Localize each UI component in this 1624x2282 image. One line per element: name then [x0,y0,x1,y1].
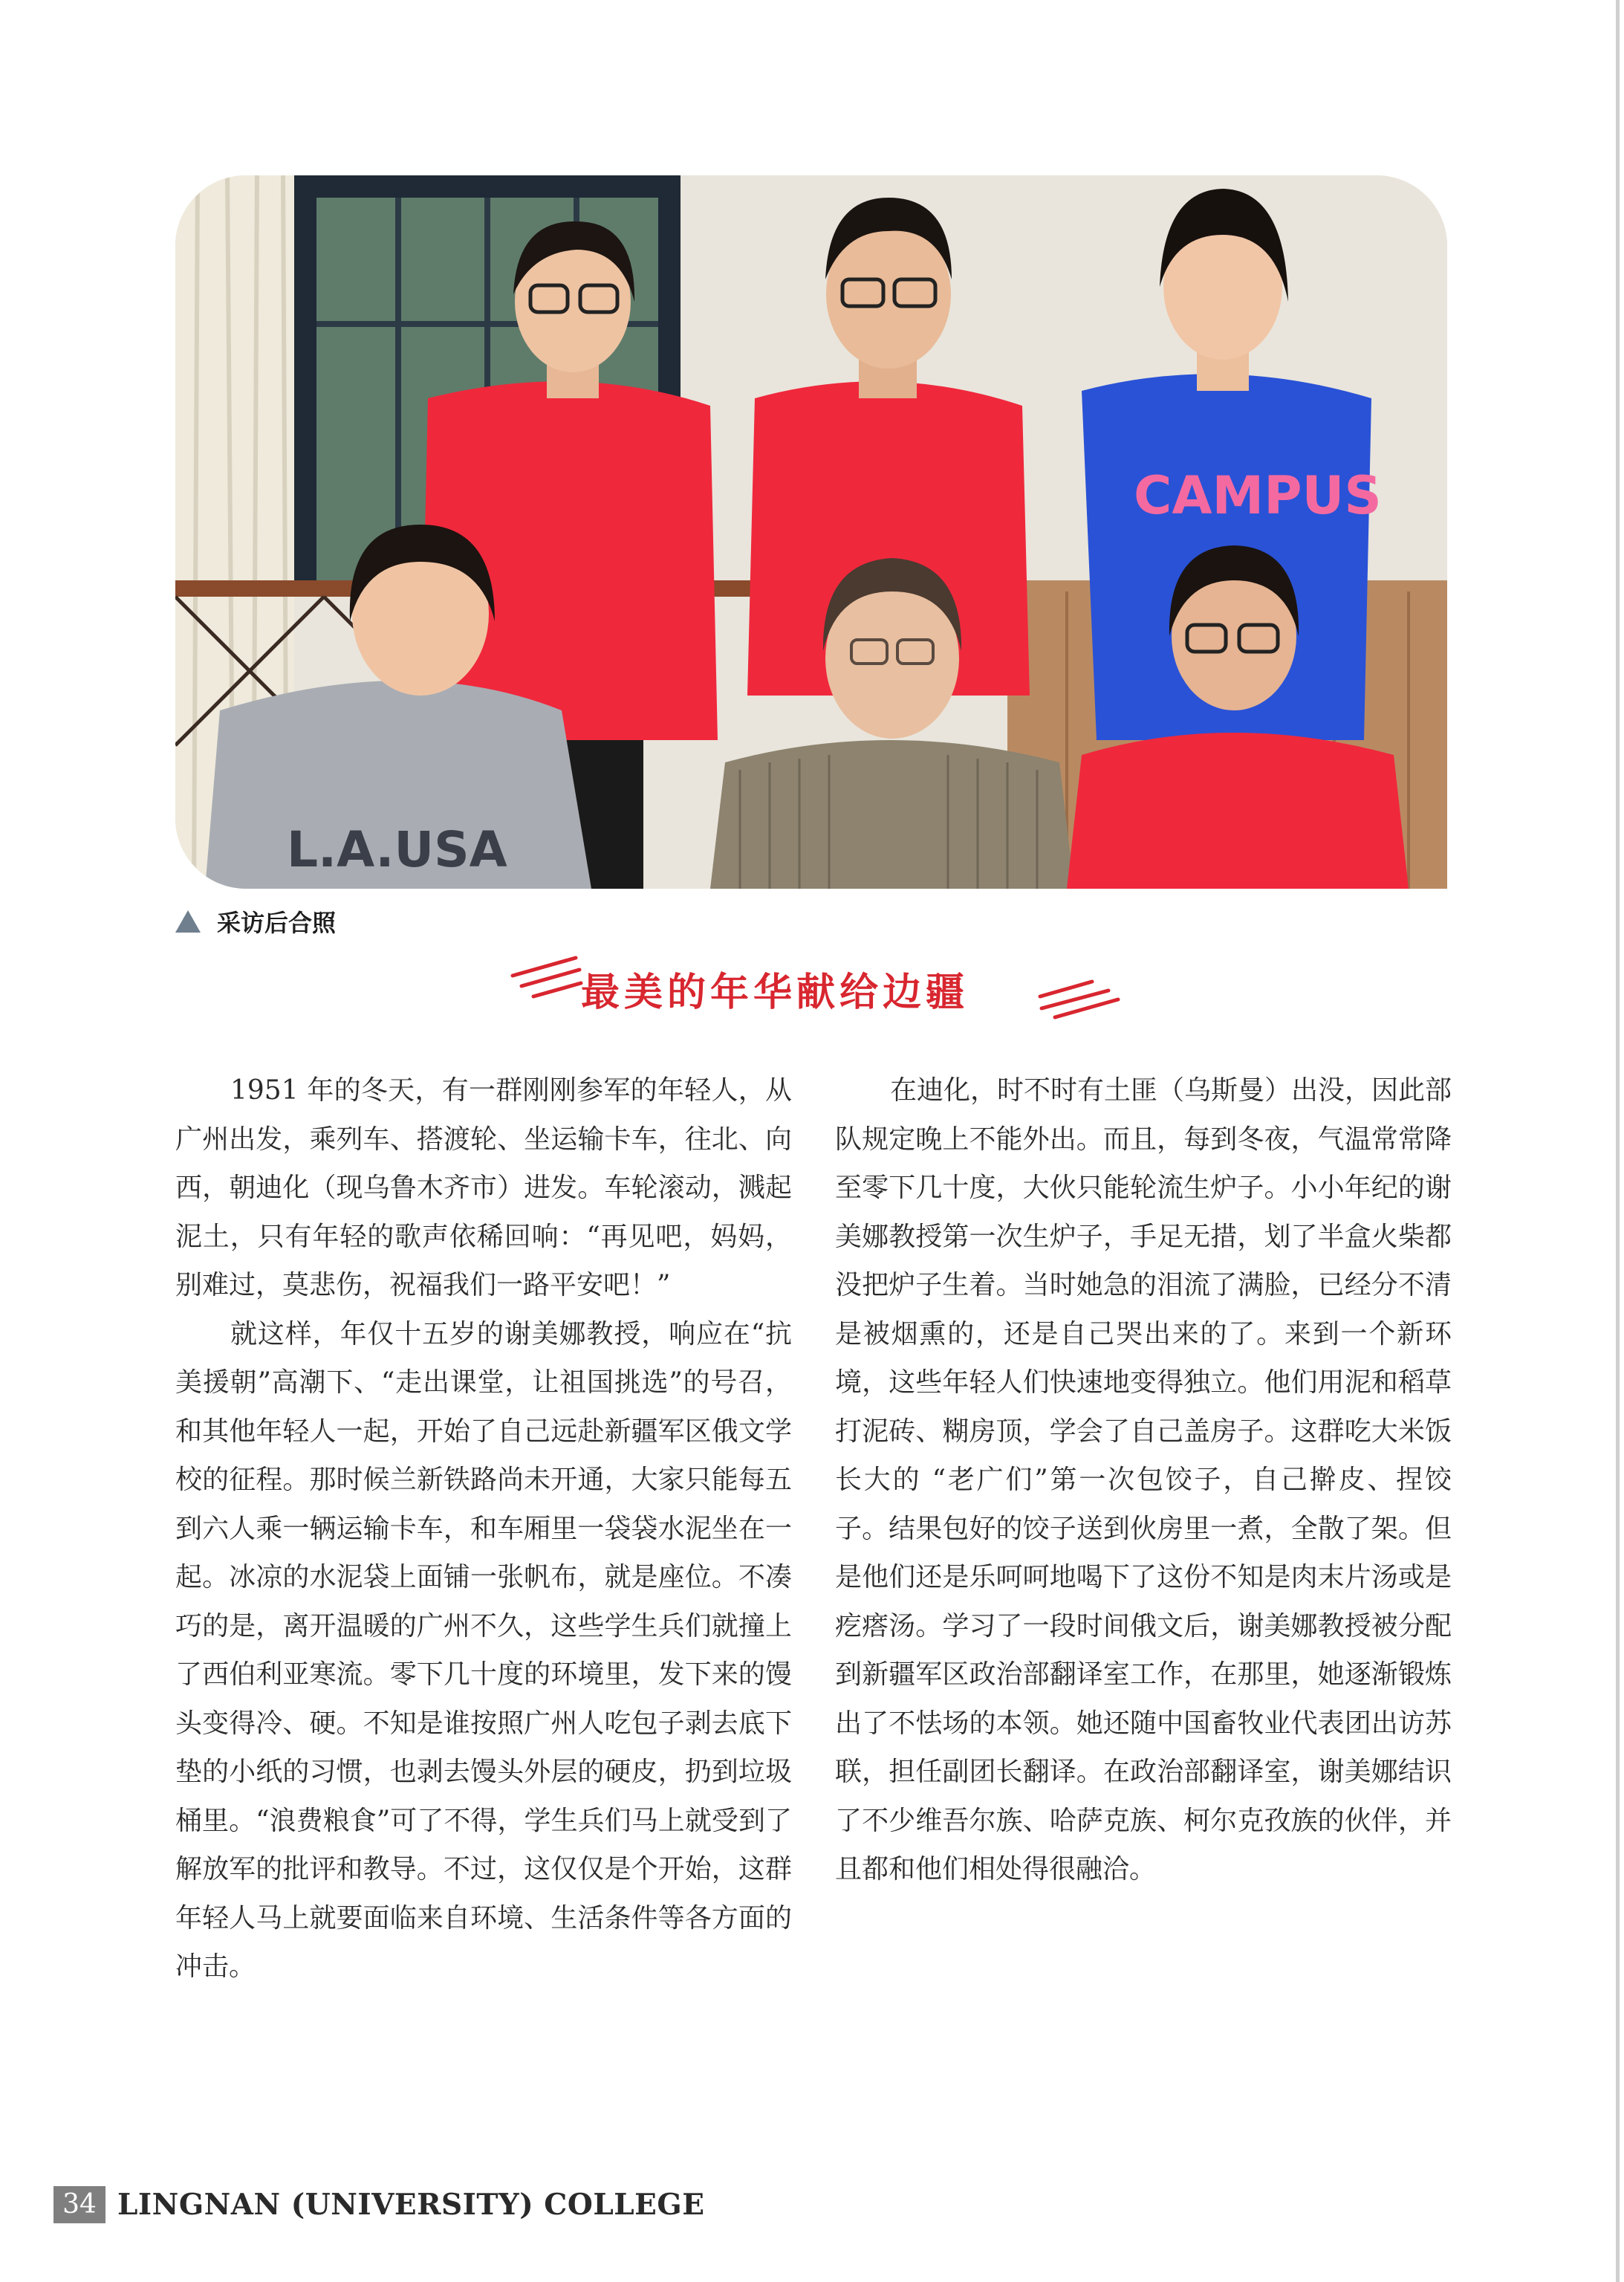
photo-caption [175,905,336,938]
article-paragraph: 1951 年的冬天，有一群刚刚参军的年轻人，从广州出发，乘列车、搭渡轮、坐运输卡车，往北、向西，朝迪化（现乌鲁木齐市）进发。车轮滚动，溅起泥土，只有年轻的歌声依稀回响：“再见吧，妈妈，别难过，莫悲伤，祝福我们一路平安吧！” [175,1075,792,1300]
group-photo-illustration [175,175,1447,889]
publication-title: LINGNAN (UNIVERSITY) COLLEGE [117,2188,705,2222]
shirt-print-campus: CAMPUS [1134,465,1382,526]
article-paragraph: 就这样，年仅十五岁的谢美娜教授，响应在“抗美援朝”高潮下、“走出课堂，让祖国挑选”的号召，和其他年轻人一起，开始了自己远赴新疆军区俄文学校的征程。那时候兰新铁路尚未开通，大家只能每五到六人乘一辆运输卡车，和车厢里一袋袋水泥坐在一起。冰凉的水泥袋上面铺一张帆布，就是座位。不凑巧的是，离开温暖的广州不久，这些学生兵们就撞上了西伯利亚寒流。零下几十度的环境里，发下来的馒头变得冷、硬。不知是谁按照广州人吃包子剥去底下垫的小纸的习惯，也剥去馒头外层的硬皮，扔到垃圾桶里。“浪费粮食”可了不得，学生兵们马上就受到了解放军的批评和教导。不过，这仅仅是个开始，这群年轻人马上就要面临来自环境、生活条件等各方面的冲击。 [175,1318,792,1982]
triangle-marker-icon [175,910,201,933]
article-column-right [835,1066,1452,1894]
group-photo [175,175,1447,889]
article-paragraph: 在迪化，时不时有土匪（乌斯曼）出没，因此部队规定晚上不能外出。而且，每到冬夜，气温常常降至零下几十度，大伙只能轮流生炉子。小小年纪的谢美娜教授第一次生炉子，手足无措，划了半盒火柴都没把炉子生着。当时她急的泪流了满脸，已经分不清是被烟熏的，还是自己哭出来的了。来到一个新环境，这些年轻人们快速地变得独立。他们用泥和稻草打泥砖、糊房顶，学会了自己盖房子。这群吃大米饭长大的 “老广们”第一次包饺子，自己擀皮、捏饺子。结果包好的饺子送到伙房里一煮，全散了架。但是他们还是乐呵呵地喝下了这份不知是肉末片汤或是疙瘩汤。学习了一段时间俄文后，谢美娜教授被分配到新疆军区政治部翻译室工作，在那里，她逐渐锻炼出了不怯场的本领。她还随中国畜牧业代表团出访苏联，担任副团长翻译。在政治部翻译室，谢美娜结识了不少维吾尔族、哈萨克族、柯尔克孜族的伙伴，并且都和他们相处得很融洽。 [835,1075,1452,1884]
page-number: 34 [53,2186,105,2223]
page-edge-line [1616,0,1620,2282]
section-title: 最美的年华献给边疆 [581,970,969,1015]
section-heading [505,947,1129,1022]
photo-caption-text: 采访后合照 [217,909,337,937]
hoodie-print-lausa: L.A.USA [287,821,507,878]
article-column-left [175,1066,792,1991]
